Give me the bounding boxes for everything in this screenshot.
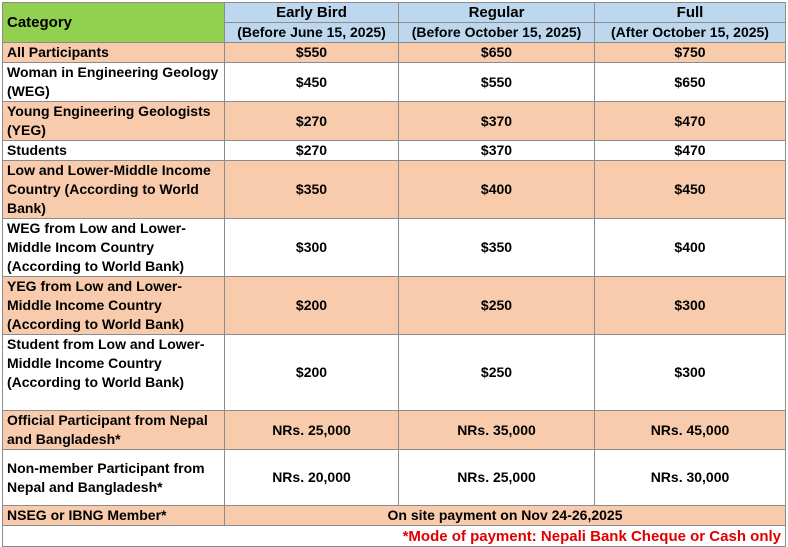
row-early-fee: $200 (225, 277, 399, 335)
row-regular-fee: NRs. 25,000 (399, 450, 595, 506)
row-category: Non-member Participant from Nepal and Bangladesh* (3, 450, 225, 506)
row-regular-fee: $400 (399, 161, 595, 219)
row-early-fee: $300 (225, 219, 399, 277)
row-regular-fee: $370 (399, 102, 595, 141)
row-category: Woman in Engineering Geology (WEG) (3, 63, 225, 102)
member-row (3, 506, 786, 526)
row-category: Young Engineering Geologists (YEG) (3, 102, 225, 141)
row-regular-fee: $250 (399, 277, 595, 335)
row-early-fee: NRs. 20,000 (225, 450, 399, 506)
table-row (3, 141, 786, 161)
header-full-date: (After October 15, 2025) (595, 23, 786, 43)
registration-fee-table (2, 2, 786, 547)
header-row-titles (3, 3, 786, 23)
table-row (3, 335, 786, 411)
header-category: Category (3, 3, 225, 43)
row-regular-fee: $350 (399, 219, 595, 277)
table-row (3, 219, 786, 277)
table-row (3, 411, 786, 450)
row-full-fee: $400 (595, 219, 786, 277)
payment-mode-footnote: *Mode of payment: Nepali Bank Cheque or Cash only (3, 526, 786, 547)
member-payment-note: On site payment on Nov 24-26,2025 (225, 506, 786, 526)
row-category: Student from Low and Lower-Middle Income Country (According to World Bank) (3, 335, 225, 411)
row-full-fee: $450 (595, 161, 786, 219)
row-regular-fee: NRs. 35,000 (399, 411, 595, 450)
row-category: Students (3, 141, 225, 161)
row-full-fee: $470 (595, 141, 786, 161)
row-full-fee: $470 (595, 102, 786, 141)
row-full-fee: $650 (595, 63, 786, 102)
footnote-row (3, 526, 786, 547)
row-early-fee: $450 (225, 63, 399, 102)
row-full-fee: $300 (595, 335, 786, 411)
row-early-fee: $350 (225, 161, 399, 219)
header-early-bird-date: (Before June 15, 2025) (225, 23, 399, 43)
row-regular-fee: $370 (399, 141, 595, 161)
header-full: Full (595, 3, 786, 23)
table-row (3, 450, 786, 506)
table-row (3, 63, 786, 102)
row-early-fee: NRs. 25,000 (225, 411, 399, 450)
row-full-fee: $300 (595, 277, 786, 335)
header-early-bird: Early Bird (225, 3, 399, 23)
table-row (3, 102, 786, 141)
row-full-fee: $750 (595, 43, 786, 63)
row-category: WEG from Low and Lower-Middle Incom Country (According to World Bank) (3, 219, 225, 277)
header-regular: Regular (399, 3, 595, 23)
row-category: Low and Lower-Middle Income Country (According to World Bank) (3, 161, 225, 219)
row-category: All Participants (3, 43, 225, 63)
row-full-fee: NRs. 30,000 (595, 450, 786, 506)
member-category: NSEG or IBNG Member* (3, 506, 225, 526)
row-category: YEG from Low and Lower-Middle Income Country (According to World Bank) (3, 277, 225, 335)
table-row (3, 43, 786, 63)
row-full-fee: NRs. 45,000 (595, 411, 786, 450)
table-row (3, 161, 786, 219)
row-regular-fee: $250 (399, 335, 595, 411)
row-early-fee: $550 (225, 43, 399, 63)
row-early-fee: $200 (225, 335, 399, 411)
row-early-fee: $270 (225, 141, 399, 161)
row-category: Official Participant from Nepal and Bangladesh* (3, 411, 225, 450)
table-row (3, 277, 786, 335)
row-early-fee: $270 (225, 102, 399, 141)
row-regular-fee: $650 (399, 43, 595, 63)
header-regular-date: (Before October 15, 2025) (399, 23, 595, 43)
row-regular-fee: $550 (399, 63, 595, 102)
